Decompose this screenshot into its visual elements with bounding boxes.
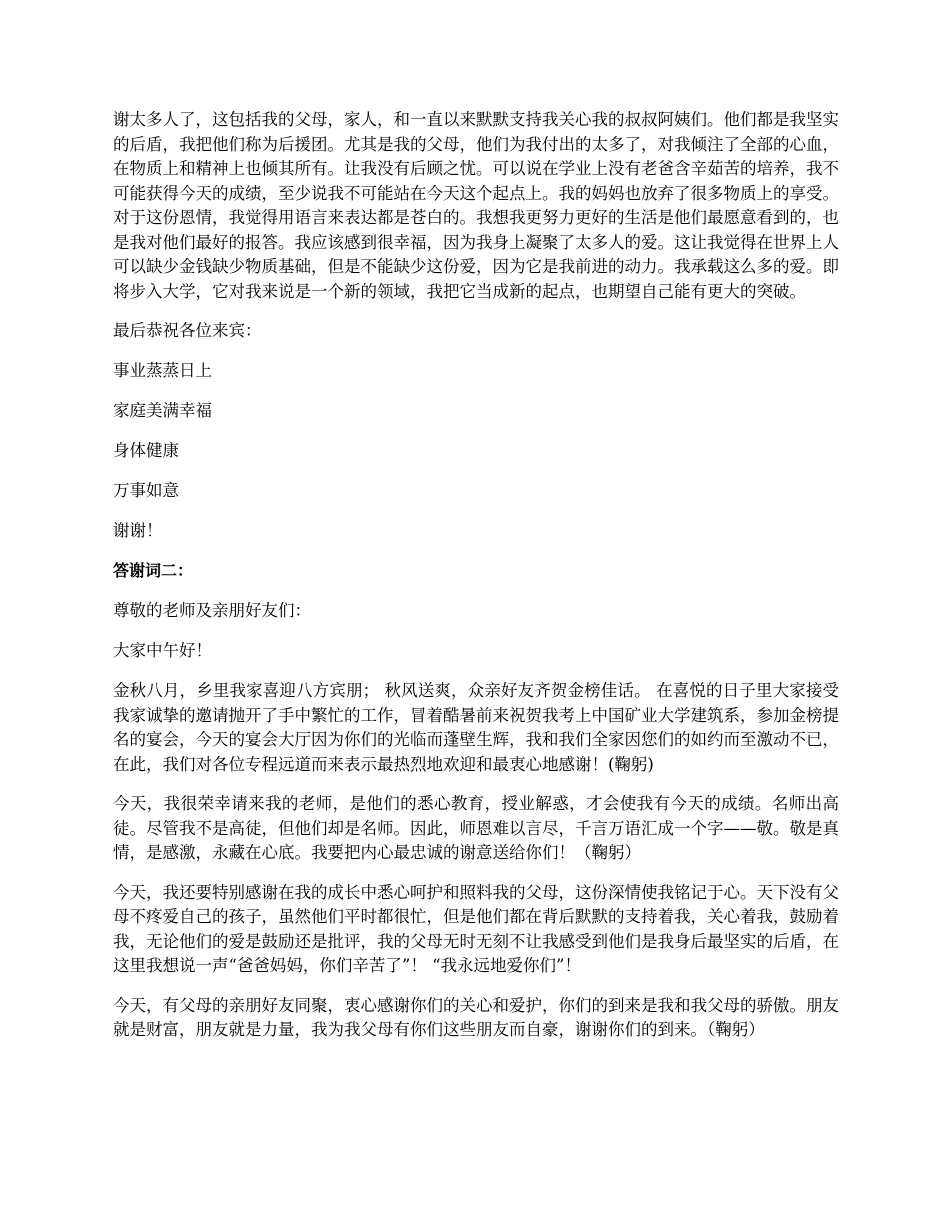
- section-heading: 答谢词二：: [113, 561, 194, 580]
- greeting: 大家中午好！: [113, 641, 212, 660]
- wish-line: 事业蒸蒸日上: [113, 361, 212, 380]
- salutation: 尊敬的老师及亲朋好友们：: [113, 601, 311, 620]
- thanks-line: 谢谢！: [113, 521, 163, 540]
- body-paragraph: 今天，有父母的亲朋好友同聚，衷心感谢你们的关心和爱护，你们的到来是我和我父母的骄傲。朋友就是财富，朋友就是力量，我为我父母有你们这些朋友而自豪，谢谢你们的到来。（鞠躬）: [113, 995, 839, 1039]
- document-page: [113, 108, 839, 1058]
- body-paragraph: 今天，我还要特别感谢在我的成长中悉心呵护和照料我的父母，这份深情使我铭记于心。天下没有父母不疼爱自己的孩子，虽然他们平时都很忙，但是他们都在背后默默的支持着我，关心着我，鼓励着我，无论他们的爱是鼓励还是批评，我的父母无时无刻不让我感受到他们是我身后最坚实的后盾，在这里我想说一声“爸爸妈妈，你们辛苦了”！ “我永远地爱你们”！: [113, 882, 839, 975]
- wish-line: 万事如意: [113, 481, 179, 500]
- intro-paragraph: 谢太多人了，这包括我的父母，家人，和一直以来默默支持我关心我的叔叔阿姨们。他们都是我坚实的后盾，我把他们称为后援团。尤其是我的父母，他们为我付出的太多了，对我倾注了全部的心血，在物质上和精神上也倾其所有。让我没有后顾之忧。可以说在学业上没有老爸含辛茹苦的培养，我不可能获得今天的成绩，至少说我不可能站在今天这个起点上。我的妈妈也放弃了很多物质上的享受。对于这份恩情，我觉得用语言来表达都是苍白的。我想我更努力更好的生活是他们最愿意看到的，也是我对他们最好的报答。我应该感到很幸福，因为我身上凝聚了太多人的爱。这让我觉得在世界上人可以缺少金钱缺少物质基础，但是不能缺少这份爱，因为它是我前进的动力。我承载这么多的爱。即将步入大学，它对我来说是一个新的领域，我把它当成新的起点，也期望自己能有更大的突破。: [113, 110, 839, 301]
- wish-line: 家庭美满幸福: [113, 401, 212, 420]
- wish-line: 身体健康: [113, 441, 179, 460]
- wishes-intro: 最后恭祝各位来宾：: [113, 321, 262, 340]
- body-paragraph: 金秋八月，乡里我家喜迎八方宾朋； 秋风送爽，众亲好友齐贺金榜佳话。 在喜悦的日子里大家接受我家诚挚的邀请抛开了手中繁忙的工作，冒着酷暑前来祝贺我考上中国矿业大学建筑系，参加金榜提名的宴会，今天的宴会大厅因为你们的光临而蓬壁生辉，我和我们全家因您们的如约而至激动不已，在此，我们对各位专程远道而来表示最热烈地欢迎和最衷心地感谢！(鞠躬): [113, 681, 839, 774]
- body-paragraph: 今天，我很荣幸请来我的老师，是他们的悉心教育，授业解惑，才会使我有今天的成绩。名师出高徒。尽管我不是高徒，但他们却是名师。因此，师恩难以言尽，千言万语汇成一个字——敬。敬是真情，是感激，永藏在心底。我要把内心最忠诚的谢意送给你们！（鞠躬）: [113, 794, 839, 862]
